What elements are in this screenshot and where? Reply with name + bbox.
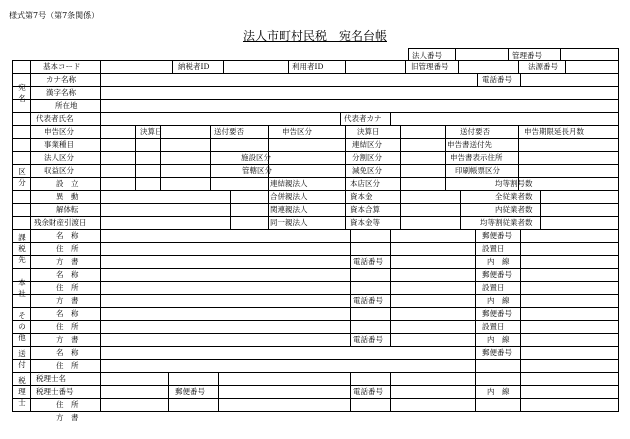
rule-line xyxy=(168,372,169,411)
rule-line xyxy=(390,268,391,307)
rule-line xyxy=(390,307,391,346)
top-field-label: 管理番号 xyxy=(512,51,542,60)
rule-line xyxy=(12,125,619,126)
field-label: 設置日 xyxy=(482,322,505,331)
field-label: 内 線 xyxy=(487,387,510,396)
rule-line xyxy=(618,60,619,412)
rule-line xyxy=(135,125,136,190)
rule-line xyxy=(12,229,619,230)
field-label: 全従業者数 xyxy=(495,192,533,201)
rule-line xyxy=(12,385,619,386)
section-label-zeirishi: 税 理 士 xyxy=(18,376,26,407)
field-label: 漢字名称 xyxy=(46,88,76,97)
rule-line xyxy=(12,164,619,165)
rule-line xyxy=(390,229,391,268)
rule-line xyxy=(405,60,406,73)
field-label: 均等割号数 xyxy=(495,179,533,188)
field-label: 送付要否 xyxy=(214,127,244,136)
top-field-label: 法人番号 xyxy=(412,51,442,60)
rule-line xyxy=(390,372,391,411)
rule-line xyxy=(12,307,619,308)
rule-line xyxy=(618,48,619,60)
rule-line xyxy=(350,372,351,411)
rule-line xyxy=(565,60,566,73)
rule-line xyxy=(12,86,619,87)
field-label: 住 所 xyxy=(56,322,79,331)
rule-line xyxy=(350,229,351,268)
rule-line xyxy=(340,112,341,125)
rule-line xyxy=(268,190,269,229)
field-label: 均等割従業者数 xyxy=(480,218,533,227)
field-label: 郵便番号 xyxy=(482,270,512,279)
rule-line xyxy=(460,190,461,229)
field-label: 管轄区分 xyxy=(242,166,272,175)
field-label: 申告書送付先 xyxy=(447,140,492,149)
rule-line xyxy=(12,177,619,178)
field-label: 名 称 xyxy=(56,348,79,357)
rule-line xyxy=(100,268,101,307)
rule-line xyxy=(12,281,619,282)
rule-line xyxy=(12,216,619,217)
field-label: 内 線 xyxy=(487,335,510,344)
rule-line xyxy=(100,190,101,229)
rule-line xyxy=(475,307,476,346)
rule-line xyxy=(408,48,409,60)
field-label: 方 書 xyxy=(56,296,79,305)
field-label: 郵便番号 xyxy=(482,309,512,318)
rule-line xyxy=(350,268,351,307)
rule-line xyxy=(520,346,521,372)
field-label: 旧管理番号 xyxy=(411,62,449,71)
section-label-honsha: 本 社 xyxy=(18,278,26,298)
rule-line xyxy=(520,73,521,86)
field-label: 住 所 xyxy=(56,283,79,292)
field-label: 電話番号 xyxy=(353,387,383,396)
rule-line xyxy=(518,60,519,73)
field-label: 申告書表示住所 xyxy=(450,153,503,162)
rule-line xyxy=(12,203,619,204)
field-label: 連結親法人 xyxy=(270,179,308,188)
form-number: 様式第7号（第7条関係） xyxy=(9,11,100,20)
field-label: 同一親法人 xyxy=(270,218,308,227)
rule-line xyxy=(345,190,346,229)
rule-line xyxy=(223,60,224,73)
field-label: 電話番号 xyxy=(353,335,383,344)
rule-line xyxy=(400,190,401,229)
rule-line xyxy=(100,60,101,73)
field-label: 内 線 xyxy=(487,257,510,266)
rule-line xyxy=(390,112,391,125)
field-label: 連結区分 xyxy=(352,140,382,149)
rule-line xyxy=(458,60,459,73)
field-label: 決算日 xyxy=(140,127,163,136)
rule-line xyxy=(100,229,101,268)
rule-line xyxy=(12,151,619,152)
rule-line xyxy=(475,372,476,411)
rule-line xyxy=(100,86,101,99)
field-label: 法人区分 xyxy=(44,153,74,162)
rule-line xyxy=(12,359,619,360)
field-label: 利用者ID xyxy=(292,62,324,71)
rule-line xyxy=(350,307,351,346)
rule-line xyxy=(408,48,618,49)
field-label: 代表者カナ xyxy=(344,114,382,123)
rule-line xyxy=(100,125,101,190)
field-label: 決算日 xyxy=(357,127,380,136)
field-label: 本店区分 xyxy=(350,179,380,188)
rule-line xyxy=(12,112,619,113)
rule-line xyxy=(520,307,521,346)
field-label: 納税者ID xyxy=(178,62,210,71)
field-label: 名 称 xyxy=(56,231,79,240)
field-label: 内従業者数 xyxy=(495,205,533,214)
rule-line xyxy=(12,138,619,139)
field-label: 税理士名 xyxy=(36,374,66,383)
rule-line xyxy=(230,190,231,229)
rule-line xyxy=(520,268,521,307)
field-label: 設 立 xyxy=(56,179,79,188)
field-label: 法源番号 xyxy=(528,62,558,71)
field-label: 解体転 xyxy=(56,205,79,214)
section-label-sonota: そ の 他 xyxy=(18,311,26,342)
rule-line xyxy=(12,73,619,74)
field-label: 印刷帳票区分 xyxy=(455,166,500,175)
field-label: 資本金等 xyxy=(350,218,380,227)
field-label: カナ名称 xyxy=(46,75,76,84)
section-label-sofu: 送 付 xyxy=(18,349,26,369)
field-label: 方 書 xyxy=(56,413,79,422)
field-label: 電話番号 xyxy=(353,296,383,305)
rule-line xyxy=(288,60,289,73)
field-label: 資本金 xyxy=(350,192,373,201)
field-label: 分割区分 xyxy=(352,153,382,162)
field-label: 設置日 xyxy=(482,244,505,253)
field-label: 郵便番号 xyxy=(175,387,205,396)
rule-line xyxy=(12,294,619,295)
field-label: 収益区分 xyxy=(44,166,74,175)
rule-line xyxy=(540,190,541,229)
rule-line xyxy=(455,48,456,60)
field-label: 申告区分 xyxy=(282,127,312,136)
rule-line xyxy=(345,125,346,190)
rule-line xyxy=(445,125,446,190)
rule-line xyxy=(100,372,101,411)
field-label: 合併親法人 xyxy=(270,192,308,201)
rule-line xyxy=(100,346,101,372)
field-label: 異 動 xyxy=(56,192,79,201)
field-label: 税理士番号 xyxy=(36,387,74,396)
rule-line xyxy=(520,372,521,411)
rule-line xyxy=(12,346,619,347)
field-label: 設置日 xyxy=(482,283,505,292)
field-label: 住 所 xyxy=(56,361,79,370)
field-label: 申告区分 xyxy=(44,127,74,136)
rule-line xyxy=(12,60,13,411)
field-label: 残余財産引渡日 xyxy=(34,218,87,227)
field-label: 方 書 xyxy=(56,335,79,344)
field-label: 電話番号 xyxy=(482,75,512,84)
field-label: 減免区分 xyxy=(352,166,382,175)
rule-line xyxy=(475,346,476,372)
field-label: 内 線 xyxy=(487,296,510,305)
section-label-atena: 宛 名 xyxy=(18,83,26,103)
rule-line xyxy=(12,411,619,412)
section-label-kazei: 課 税 先 xyxy=(18,233,26,264)
field-label: 名 称 xyxy=(56,309,79,318)
field-label: 基本コード xyxy=(43,62,81,71)
rule-line xyxy=(100,112,101,125)
rule-line xyxy=(400,125,401,190)
rule-line xyxy=(345,60,346,73)
rule-line xyxy=(12,99,619,100)
field-label: 事業種目 xyxy=(44,140,74,149)
rule-line xyxy=(12,60,619,61)
rule-line xyxy=(12,190,619,191)
field-label: 電話番号 xyxy=(353,257,383,266)
rule-line xyxy=(12,372,619,373)
rule-line xyxy=(172,60,173,73)
rule-line xyxy=(12,268,619,269)
field-label: 住 所 xyxy=(56,400,79,409)
rule-line xyxy=(12,398,619,399)
rule-line xyxy=(560,48,561,60)
field-label: 郵便番号 xyxy=(482,348,512,357)
field-label: 方 書 xyxy=(56,257,79,266)
field-label: 申告期限延長月数 xyxy=(524,127,584,136)
rule-line xyxy=(12,333,619,334)
rule-line xyxy=(30,60,31,411)
field-label: 名 称 xyxy=(56,270,79,279)
rule-line xyxy=(475,229,476,268)
rule-line xyxy=(475,268,476,307)
rule-line xyxy=(100,99,101,112)
field-label: 所在地 xyxy=(55,101,78,110)
rule-line xyxy=(12,320,619,321)
field-label: 資本合算 xyxy=(350,205,380,214)
field-label: 関連親法人 xyxy=(270,205,308,214)
rule-line xyxy=(477,73,478,86)
rule-line xyxy=(12,255,619,256)
rule-line xyxy=(100,307,101,346)
rule-line xyxy=(520,229,521,268)
rule-line xyxy=(100,73,101,86)
rule-line xyxy=(508,48,509,60)
section-label-kubun: 区 分 xyxy=(18,167,26,187)
field-label: 施設区分 xyxy=(241,153,271,162)
field-label: 郵便番号 xyxy=(482,231,512,240)
field-label: 代表者氏名 xyxy=(36,114,74,123)
rule-line xyxy=(218,372,219,411)
rule-line xyxy=(210,125,211,190)
rule-line xyxy=(12,242,619,243)
field-label: 送付要否 xyxy=(460,127,490,136)
form-title: 法人市町村民税 宛名台帳 xyxy=(242,29,387,43)
field-label: 住 所 xyxy=(56,244,79,253)
